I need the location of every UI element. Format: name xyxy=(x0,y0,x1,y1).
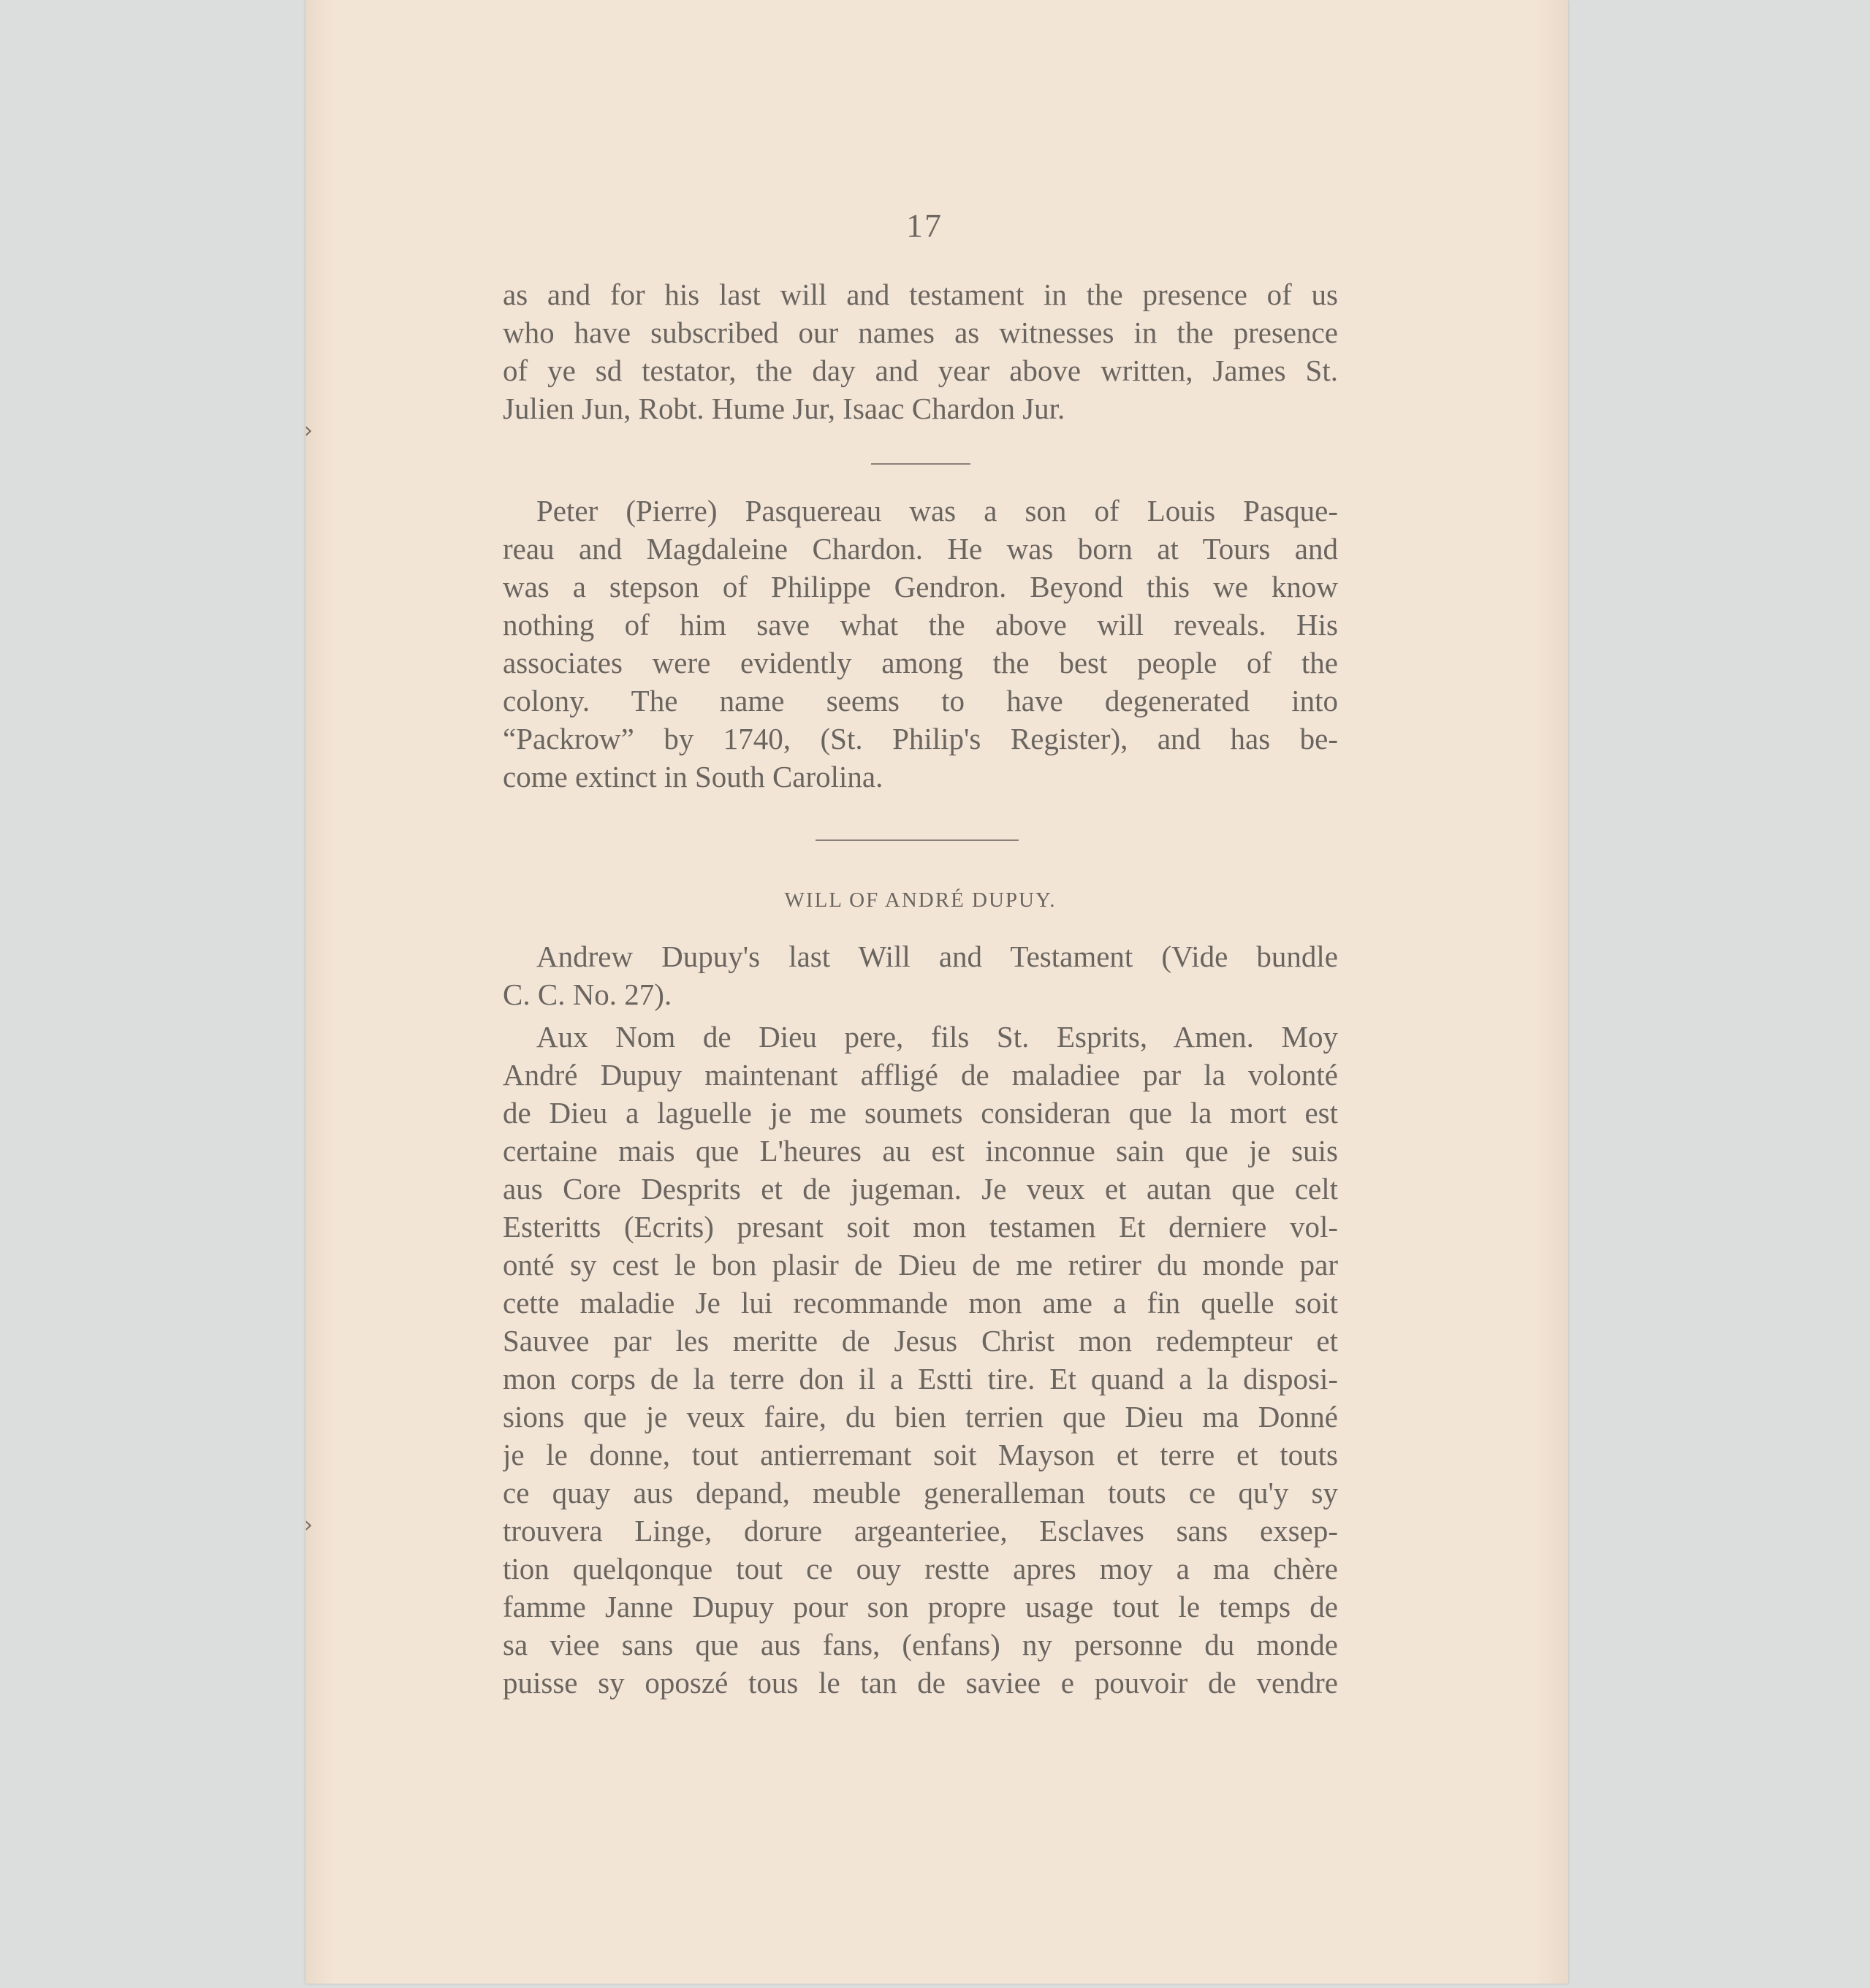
text-line: associates were evidently among the best people of the xyxy=(503,646,1338,679)
section-divider xyxy=(816,839,1019,841)
text-line: aus Core Desprits et de jugeman. Je veux et autan que celt xyxy=(503,1172,1338,1206)
text-line: sa viee sans que aus fans, (enfans) ny personne du monde xyxy=(503,1628,1338,1661)
paragraph-will-text xyxy=(503,1018,1338,1702)
section-divider xyxy=(871,463,970,465)
margin-speck-icon: › xyxy=(304,1512,313,1538)
paragraph-pasquereau xyxy=(503,492,1338,796)
text-line: certaine mais que L'heures au est inconnue sain que je suis xyxy=(503,1134,1338,1168)
text-line: onté sy cest le bon plasir de Dieu de me retirer du monde par xyxy=(503,1248,1338,1281)
text-line: famme Janne Dupuy pour son propre usage tout le temps de xyxy=(503,1590,1338,1623)
text-line: who have subscribed our names as witnesses in the presence xyxy=(503,316,1338,349)
text-line: ce quay aus depand, meuble generalleman touts ce qu'y sy xyxy=(503,1476,1338,1509)
text-line: Andrew Dupuy's last Will and Testament (Vide bundle xyxy=(536,940,1338,973)
text-line: of ye sd testator, the day and year above written, James St. xyxy=(503,354,1338,387)
text-line: as and for his last will and testament in the presence of us xyxy=(503,278,1338,311)
paragraph-will-ending xyxy=(503,275,1338,427)
text-line: reau and Magdaleine Chardon. He was born at Tours and xyxy=(503,532,1338,565)
text-line: je le donne, tout antierremant soit Mayson et terre et touts xyxy=(503,1438,1338,1471)
text-line: trouvera Linge, dorure argeanteriee, Esclaves sans exsep- xyxy=(503,1514,1338,1547)
text-line: Julien Jun, Robt. Hume Jur, Isaac Chardon Jur. xyxy=(503,392,1065,425)
text-line: puisse sy oposzé tous le tan de saviee e pouvoir de vendre xyxy=(503,1666,1338,1699)
text-line: sions que je veux faire, du bien terrien que Dieu ma Donné xyxy=(503,1400,1338,1433)
section-heading: WILL OF ANDRÉ DUPUY. xyxy=(784,888,1057,912)
paragraph-will-title xyxy=(503,937,1338,1013)
text-line: mon corps de la terre don il a Estti tire. Et quand a la disposi- xyxy=(503,1362,1338,1395)
text-line: Aux Nom de Dieu pere, fils St. Esprits, Amen. Moy xyxy=(536,1020,1338,1054)
text-line: nothing of him save what the above will reveals. His xyxy=(503,608,1338,641)
text-line: colony. The name seems to have degenerated into xyxy=(503,684,1338,717)
text-line: come extinct in South Carolina. xyxy=(503,760,883,793)
text-line: André Dupuy maintenant affligé de maladiee par la volonté xyxy=(503,1058,1338,1092)
text-line: C. C. No. 27). xyxy=(503,978,672,1011)
text-line: “Packrow” by 1740, (St. Philip's Register), and has be- xyxy=(503,722,1338,755)
margin-speck-icon: › xyxy=(304,418,313,443)
text-line: cette maladie Je lui recommande mon ame a fin quelle soit xyxy=(503,1286,1338,1319)
text-line: was a stepson of Philippe Gendron. Beyond this we know xyxy=(503,570,1338,603)
text-line: Sauvee par les meritte de Jesus Christ mon redempteur et xyxy=(503,1324,1338,1357)
page-number: 17 xyxy=(906,207,943,244)
text-line: Esteritts (Ecrits) presant soit mon testamen Et derniere vol- xyxy=(503,1210,1338,1244)
text-line: de Dieu a laguelle je me soumets consideran que la mort est xyxy=(503,1096,1338,1130)
text-line: tion quelqonque tout ce ouy restte apres moy a ma chère xyxy=(503,1552,1338,1585)
text-line: Peter (Pierre) Pasquereau was a son of Louis Pasque- xyxy=(536,494,1338,528)
